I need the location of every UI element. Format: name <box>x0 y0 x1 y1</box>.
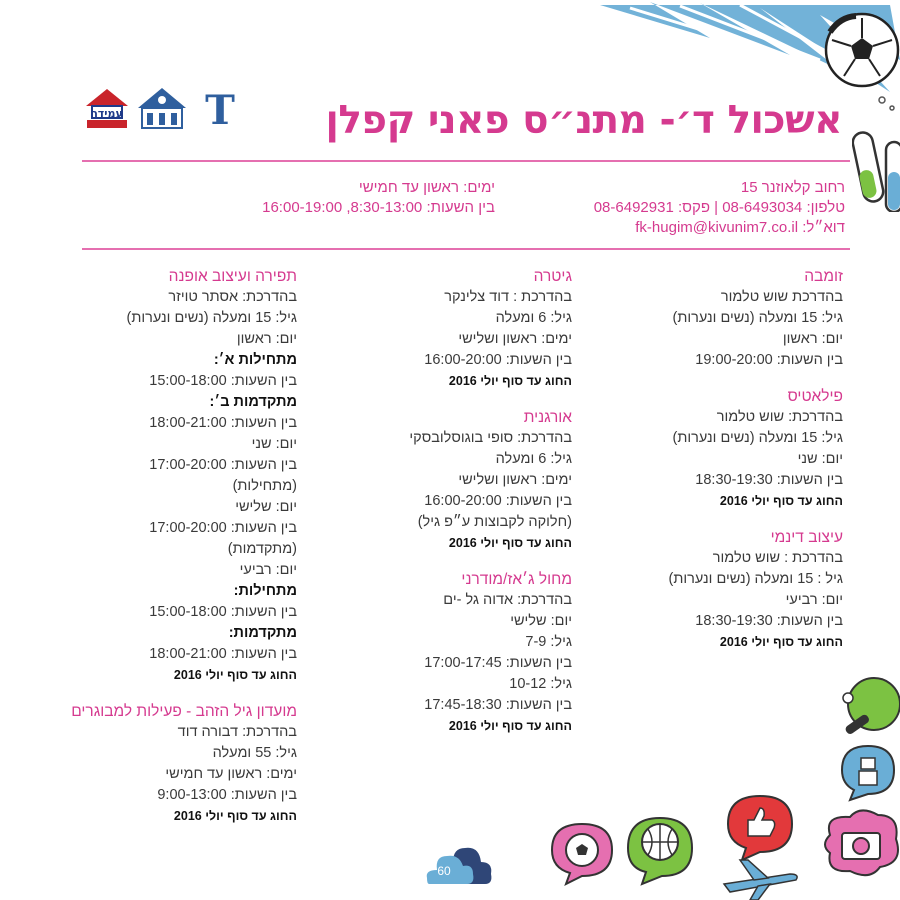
course-detail-line: בהדרכת : דוד צלינקר <box>444 289 572 305</box>
soccer-ball-icon <box>822 12 900 90</box>
course-detail-line: גיל: 7-9 <box>525 634 572 650</box>
course-detail-line: בין השעות: 16:00-20:00 <box>424 493 572 509</box>
course-detail-line: יום: שני <box>797 451 843 467</box>
course-end-note: החוג עד סוף יולי 2016 <box>719 494 843 508</box>
course-detail-line: מתחילות א׳: <box>213 352 297 368</box>
course-detail-line: גיל : 15 ומעלה (נשים ונערות) <box>668 571 843 587</box>
course-detail-line: בהדרכת שוש טלמור <box>720 289 843 305</box>
course-detail-line: בהדרכת: שוש טלמור <box>716 409 843 425</box>
course-detail-line: מתחילות: <box>233 583 297 599</box>
ping-pong-paddle-icon <box>840 676 900 746</box>
divider-top <box>82 160 850 162</box>
course-detail-line: בין השעות: 16:00-20:00 <box>424 352 572 368</box>
course-section <box>613 266 843 371</box>
course-detail-line: בהדרכת: אסתר טויזר <box>168 289 297 305</box>
course-detail-line: גיל: 6 ומעלה <box>495 310 572 326</box>
course-detail-line: יום: ראשון <box>782 331 843 347</box>
course-detail-line: בין השעות: 18:30-19:30 <box>695 613 843 629</box>
course-detail-line: בין השעות: 18:00-21:00 <box>149 646 297 662</box>
t-logo-letter: T <box>205 87 235 130</box>
course-section <box>613 386 843 512</box>
course-detail-line: בין השעות: 19:00-20:00 <box>695 352 843 368</box>
course-detail-line: בין השעות: 18:00-21:00 <box>149 415 297 431</box>
phone-fax-text: טלפון: 08-6493034 | פקס: 08-6492931 <box>593 199 845 216</box>
course-title: עיצוב דינמי <box>770 529 843 546</box>
course-title: זומבה <box>804 268 843 285</box>
course-detail-line: (חלוקה לקבוצות ע״פ גיל) <box>417 514 572 530</box>
course-detail-line: יום: שני <box>251 436 297 452</box>
course-detail-line: בהדרכת: סופי בוגוסלובסקי <box>409 430 572 446</box>
t-logo <box>194 86 242 130</box>
courses-column-3 <box>67 266 297 842</box>
course-end-note: החוג עד סוף יולי 2016 <box>448 536 572 550</box>
course-title: אורגנית <box>523 409 572 426</box>
robot-bubble-icon <box>836 740 900 804</box>
email-text[interactable]: דוא״ל: fk-hugim@kivunim7.co.il <box>635 219 845 236</box>
course-detail-line: בין השעות: 15:00-18:00 <box>149 604 297 620</box>
course-detail-line: יום: שלישי <box>510 613 572 629</box>
course-section <box>67 266 297 686</box>
course-detail-line: יום: ראשון <box>236 331 297 347</box>
course-section <box>342 266 572 392</box>
course-title: מועדון גיל הזהב - פעילות למבוגרים <box>71 703 297 720</box>
course-detail-line: בין השעות: 17:00-20:00 <box>149 520 297 536</box>
course-detail-line: מתקדמות: <box>228 625 297 641</box>
page-title: אשכול ד׳- מתנ״ס פאני קפלן <box>325 98 842 143</box>
address-text: רחוב קלאוזנר 15 <box>740 179 845 196</box>
course-detail-line: גיל: 55 ומעלה <box>212 745 297 761</box>
course-title: גיטרה <box>533 268 572 285</box>
course-title: פילאטיס <box>787 388 843 405</box>
courses-column-2 <box>342 266 572 752</box>
course-detail-line: בהדרכת: דבורה דוד <box>177 724 297 740</box>
course-detail-line: גיל: 15 ומעלה (נשים ונערות) <box>672 430 843 446</box>
course-detail-line: בין השעות: 18:30-19:30 <box>695 472 843 488</box>
divider-bottom <box>82 248 850 250</box>
amidar-logo-text: עמידר <box>91 107 123 120</box>
course-detail-line: גיל: 10-12 <box>509 676 572 692</box>
opening-hours-block <box>235 178 495 218</box>
basketball-bubble-icon <box>622 812 698 888</box>
course-end-note: החוג עד סוף יולי 2016 <box>173 668 297 682</box>
course-end-note: החוג עד סוף יולי 2016 <box>448 719 572 733</box>
soccer-bubble-icon <box>546 818 618 888</box>
course-end-note: החוג עד סוף יולי 2016 <box>173 809 297 823</box>
course-detail-line: בין השעות: 9:00-13:00 <box>157 787 297 803</box>
course-section <box>613 527 843 653</box>
cloud-icon <box>423 840 493 886</box>
contact-block <box>585 178 845 238</box>
days-text: ימים: ראשון עד חמישי <box>358 179 495 196</box>
course-detail-line: בהדרכת : שוש טלמור <box>712 550 843 566</box>
course-detail-line: בין השעות: 17:45-18:30 <box>424 697 572 713</box>
course-detail-line: יום: רביעי <box>239 562 297 578</box>
course-detail-line: יום: שלישי <box>235 499 297 515</box>
course-detail-line: (מתקדמות) <box>227 541 297 557</box>
camera-bubble-icon <box>820 805 900 885</box>
times-text: בין השעות: 8:30-13:00, 16:00-19:00 <box>262 199 495 216</box>
course-title: מחול ג׳אז/מודרני <box>461 571 572 588</box>
airplane-icon <box>720 856 800 900</box>
like-bubble-icon <box>720 790 800 865</box>
course-end-note: החוג עד סוף יולי 2016 <box>448 374 572 388</box>
course-section <box>67 701 297 827</box>
course-section <box>342 569 572 737</box>
course-detail-line: בין השעות: 17:00-20:00 <box>149 457 297 473</box>
course-detail-line: בין השעות: 15:00-18:00 <box>149 373 297 389</box>
course-detail-line: ימים: ראשון ושלישי <box>458 331 572 347</box>
page-number: 60 <box>437 864 451 878</box>
course-section <box>342 407 572 554</box>
course-detail-line: גיל: 15 ומעלה (נשים ונערות) <box>126 310 297 326</box>
course-detail-line: ימים: ראשון ושלישי <box>458 472 572 488</box>
logos-row <box>84 86 242 130</box>
course-detail-line: בין השעות: 17:00-17:45 <box>424 655 572 671</box>
course-detail-line: בהדרכת: אדוה גל -ים <box>443 592 572 608</box>
course-end-note: החוג עד סוף יולי 2016 <box>719 635 843 649</box>
course-title: תפירה ועיצוב אופנה <box>168 268 297 285</box>
course-detail-line: ימים: ראשון עד חמישי <box>165 766 297 782</box>
course-detail-line: גיל: 15 ומעלה (נשים ונערות) <box>672 310 843 326</box>
test-tubes-icon <box>852 92 900 212</box>
courses-column-1 <box>613 266 843 668</box>
course-detail-line: מתקדמות ב׳: <box>209 394 297 410</box>
amidar-logo <box>84 86 130 130</box>
course-detail-line: יום: רביעי <box>785 592 843 608</box>
course-detail-line: (מתחילות) <box>232 478 297 494</box>
building-logo <box>136 86 188 130</box>
course-detail-line: גיל: 6 ומעלה <box>495 451 572 467</box>
